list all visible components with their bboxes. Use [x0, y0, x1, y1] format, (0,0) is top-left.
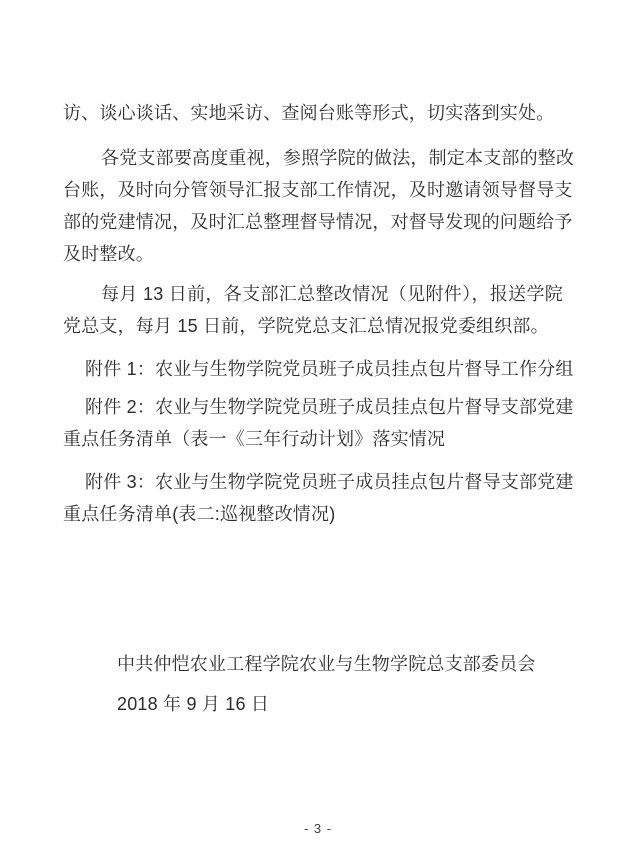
attachment-item	[63, 353, 574, 385]
page-number: - 3 -	[303, 821, 333, 836]
paragraph	[63, 142, 575, 270]
signature-org: 中共仲恺农业工程学院农业与生物学院总支部委员会	[117, 654, 536, 674]
signature-block	[117, 648, 563, 720]
attachment-item	[63, 466, 574, 530]
body-line: 重点任务清单（表一《三年行动计划》落实情况	[63, 429, 446, 449]
attachment-item	[63, 391, 574, 455]
body-line: 及时整改。	[63, 244, 154, 264]
body-line: 附件 1：农业与生物学院党员班子成员挂点包片督导工作分组	[85, 359, 574, 379]
body-line: 台账，及时向分管领导汇报支部工作情况，及时邀请领导督导支	[63, 180, 573, 200]
body-line: 党总支，每月 15 日前，学院党总支汇总情况报党委组织部。	[63, 316, 549, 336]
signature-date: 2018 年 9 月 16 日	[117, 694, 270, 714]
body-line: 附件 2：农业与生物学院党员班子成员挂点包片督导支部党建	[85, 397, 574, 417]
body-line: 每月 13 日前，各支部汇总整改情况（见附件），报送学院	[101, 284, 563, 304]
paragraph	[63, 97, 563, 129]
body-line: 重点任务清单(表二:巡视整改情况)	[63, 504, 336, 524]
body-line: 附件 3：农业与生物学院党员班子成员挂点包片督导支部党建	[85, 472, 574, 492]
paragraph	[63, 278, 563, 342]
body-line: 各党支部要高度重视，参照学院的做法，制定本支部的整改	[101, 148, 575, 168]
document-body	[63, 97, 575, 720]
body-line: 访、谈心谈话、实地采访、查阅台账等形式，切实落到实处。	[63, 103, 555, 123]
body-line: 部的党建情况，及时汇总整理督导情况，对督导发现的问题给予	[63, 212, 573, 232]
